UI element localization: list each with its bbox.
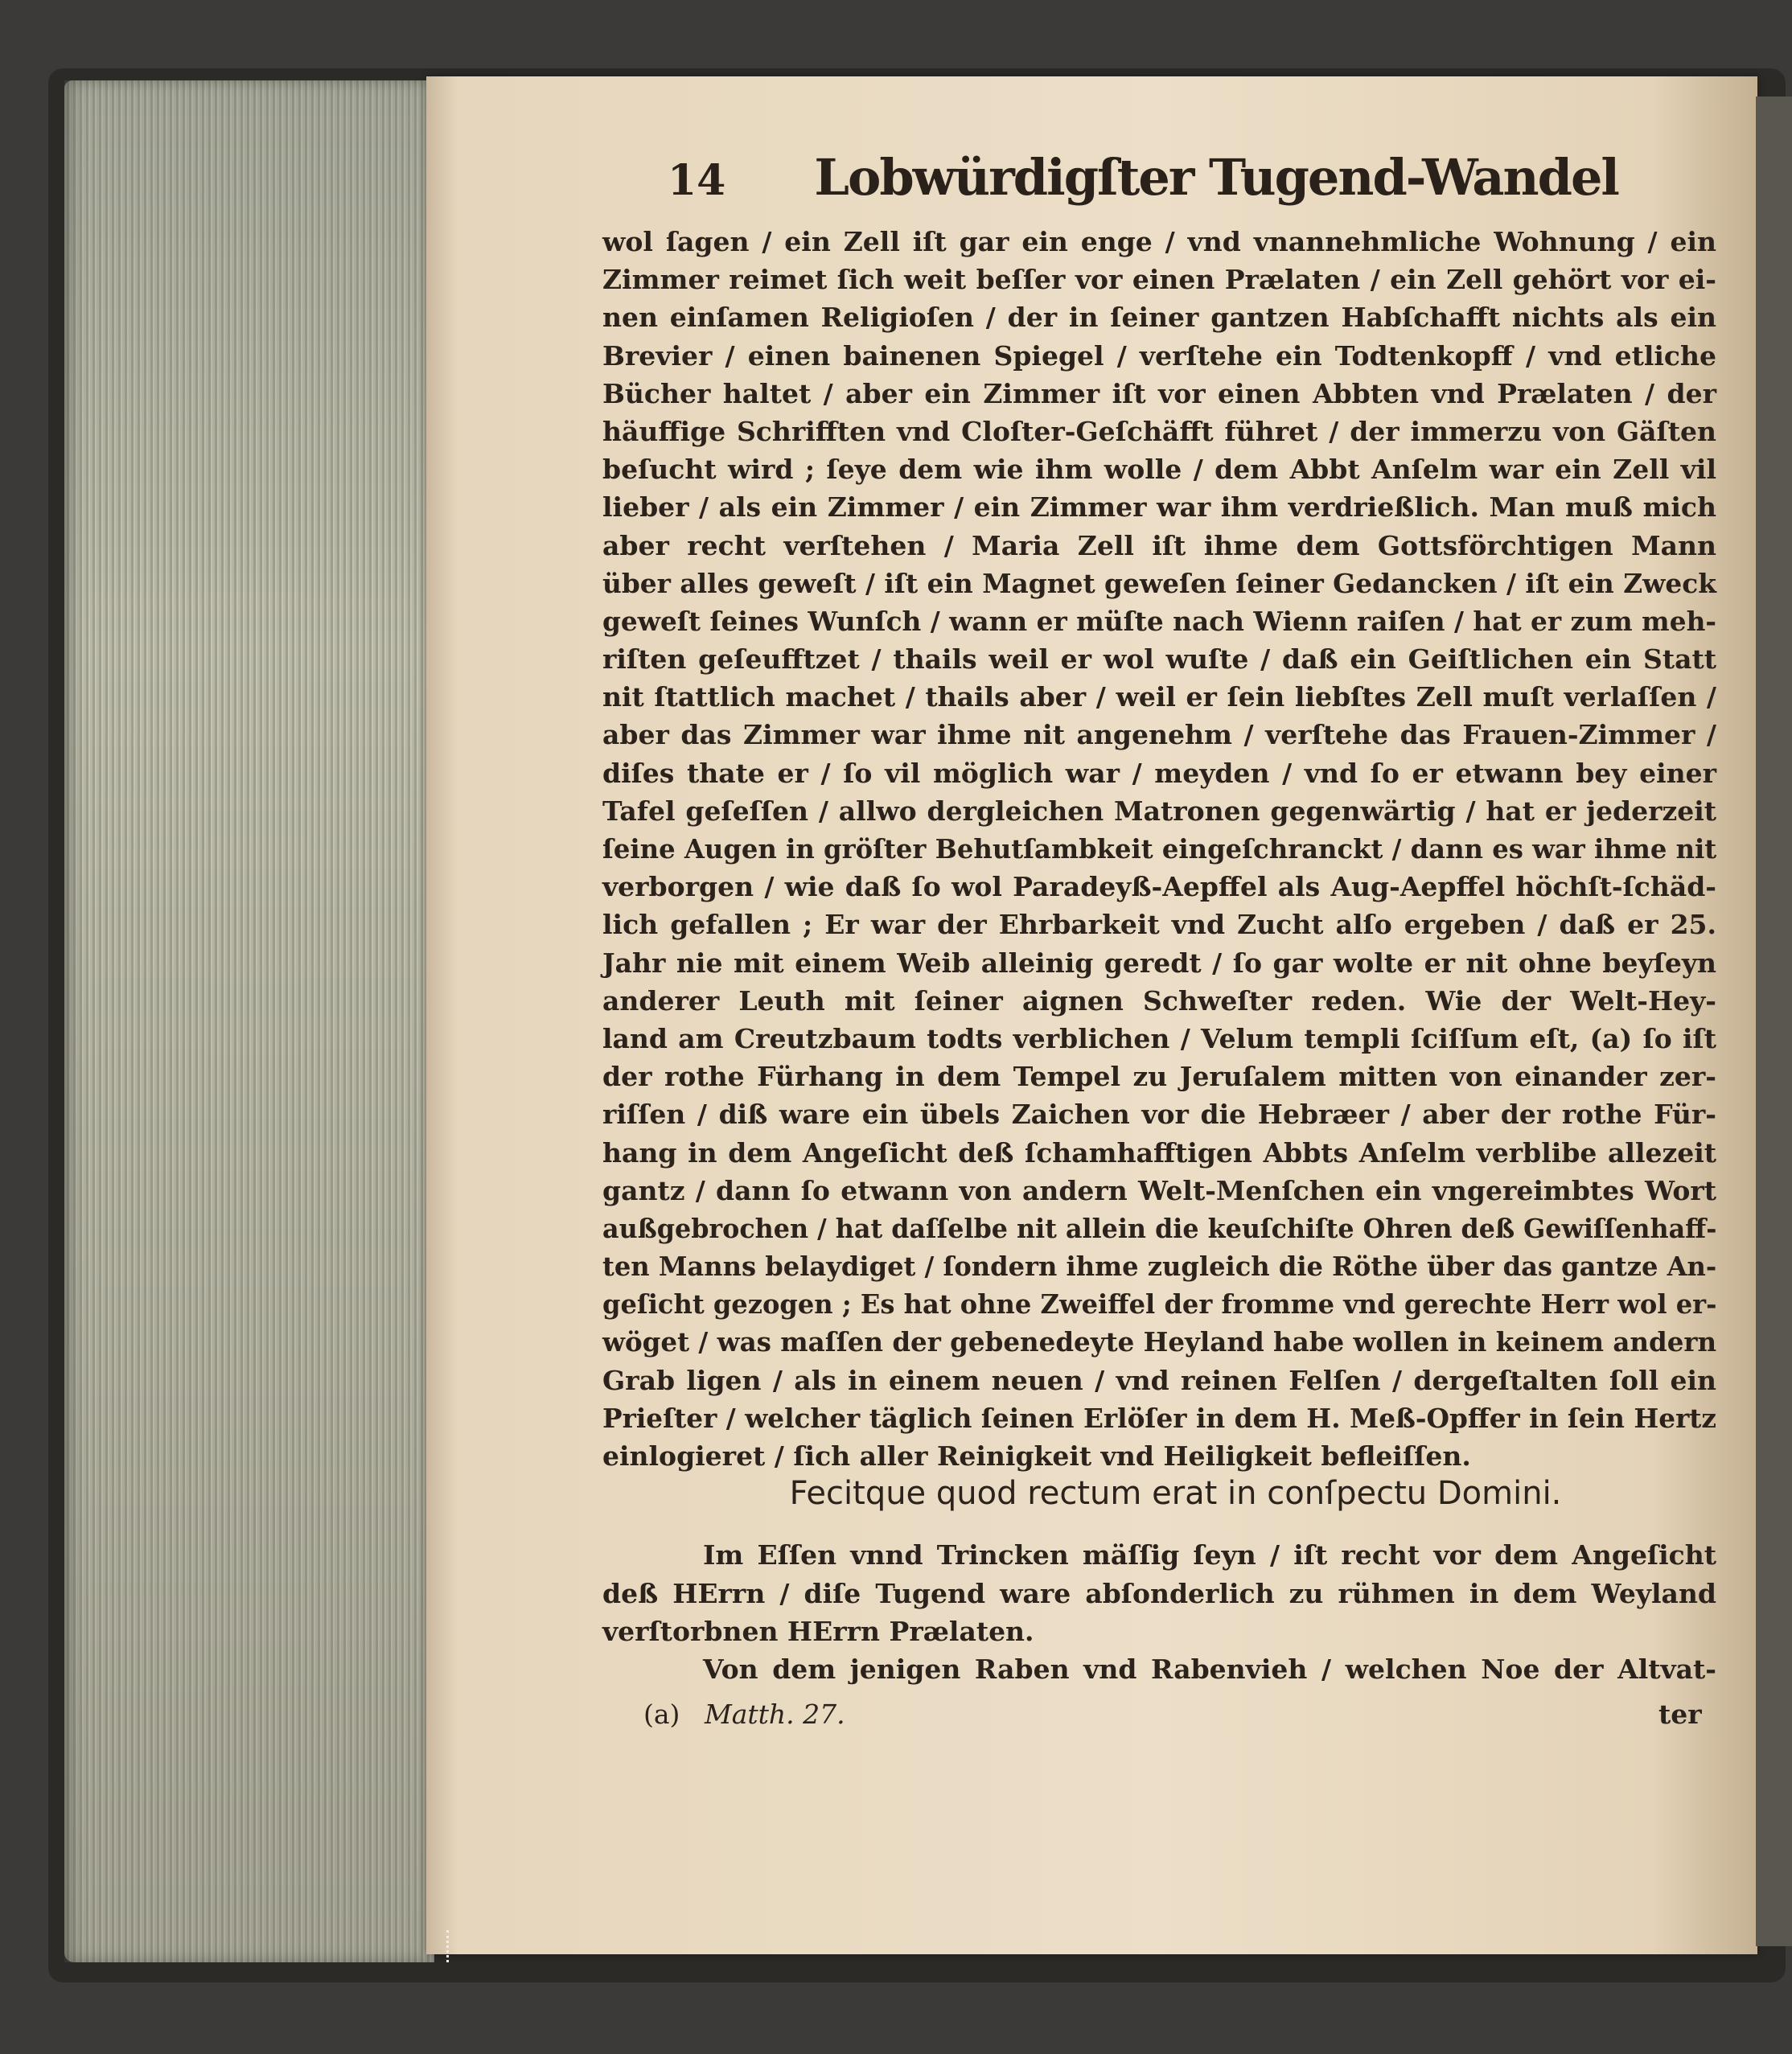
running-head [668, 148, 1618, 207]
text-line: ten Manns belaydiget / ſondern ihme zugleich die Röthe über das gantze An- [602, 1251, 1717, 1283]
text-line: geſicht gezogen ; Es hat ohne Zweiffel der fromme vnd gerechte Herr wol er- [602, 1288, 1717, 1321]
footnote-reference: Matth. 27. [704, 1699, 845, 1730]
text-line: häuffige Schrifften vnd Cloſter-Geſchäfft führet / der immerzu von Gäſten [602, 415, 1716, 447]
text-line: Zimmer reimet ſich weit beſſer vor einen Prælaten / ein Zell gehört vor ei- [602, 264, 1716, 296]
text-line: beſucht wird ; ſeye dem wie ihm wolle / dem Abbt Anſelm war ein Zell vil [602, 454, 1716, 486]
text-line: wol ſagen / ein Zell iſt gar ein enge / vnd vnannehmliche Wohnung / ein [602, 226, 1716, 257]
footnote-mark: (a) [643, 1699, 680, 1730]
running-title: Lobwürdigſter Tugend-Wandel [814, 148, 1618, 207]
text-line: anderer Leuth mit ſeiner aignen Schweſter reden. Wie der Welt-Hey- [602, 984, 1716, 1017]
text-line: nen einſamen Religioſen / der in ſeiner gantzen Habſchafft nichts als ein [602, 302, 1716, 334]
text-line: aber das Zimmer war ihme nit angenehm / verſtehe das Frauen-Zimmer / [602, 719, 1716, 751]
text-line: verſtorbnen HErrn Prælaten. [602, 1615, 1034, 1647]
text-line: verborgen / wie daß ſo wol Paradeyß-Aepffel als Aug-Aepffel höchſt-ſchäd- [602, 871, 1716, 903]
body-text [602, 223, 1716, 1688]
catchword: ter [1658, 1699, 1702, 1730]
text-line: diſes thate er / ſo vil möglich war / meyden / vnd ſo er etwann bey einer [602, 757, 1716, 789]
text-line: hang in dem Angeſicht deß ſchamhafftigen Abbts Anſelm verblibe allezeit [602, 1136, 1716, 1169]
text-line: Brevier / einen bainenen Spiegel / verſtehe ein Todtenkopff / vnd etliche [602, 339, 1716, 372]
text-line: nit ſtattlich machet / thails aber / weil er ſein liebſtes Zell muſt verlaſſen / [602, 681, 1716, 713]
text-line: der rothe Fürhang in dem Tempel zu Jeruſalem mitten von einander zer- [602, 1061, 1716, 1093]
text-line: riſten geſeufftzet / thails weil er wol wuſte / daß ein Geiſtlichen ein Statt [602, 643, 1716, 676]
text-line: gantz / dann ſo etwann von andern Welt-Menſchen ein vngereimbtes Wort [602, 1174, 1716, 1206]
text-line: Jahr nie mit einem Weib alleinig geredt / ſo gar wolte er nit ohne beyſeyn [602, 947, 1716, 979]
text-line: Grab ligen / als in einem neuen / vnd reinen Felſen / dergeſtalten ſoll ein [602, 1364, 1716, 1396]
text-line: Von dem jenigen Raben vnd Rabenvieh / welchen Noe der Altvat- [703, 1653, 1716, 1685]
page-number: 14 [668, 156, 726, 205]
text-line: lich gefallen ; Er war der Ehrbarkeit vnd Zucht alſo ergeben / daß er 25. [602, 909, 1716, 941]
footnote [643, 1699, 845, 1731]
gutter-edge [1756, 97, 1792, 1946]
latin-motto: Fecitque quod rectum erat in conſpectu Domini. [789, 1475, 1562, 1513]
text-line: Prieſter / welcher täglich ſeinen Erlöſer in dem H. Meß-Opffer in ſein Hertz [602, 1402, 1716, 1434]
text-line: ſeine Augen in gröſter Behutſambkeit eingeſchranckt / dann es war ihme nit [602, 833, 1717, 865]
text-line: lieber / als ein Zimmer / ein Zimmer war ihm verdrießlich. Man muß mich [602, 491, 1716, 524]
text-line: Bücher haltet / aber ein Zimmer iſt vor einen Abbten vnd Prælaten / der [602, 377, 1716, 409]
loose-thread [446, 1930, 463, 1962]
text-line: deß HErrn / diſe Tugend ware abſonderlich zu rühmen in dem Weyland [602, 1577, 1716, 1609]
text-line: außgebrochen / hat daſſelbe nit allein die keuſchiſte Ohren deß Gewiſſenhaff- [602, 1212, 1717, 1244]
text-line: über alles geweſt / iſt ein Magnet geweſen ſeiner Gedancken / iſt ein Zweck [602, 567, 1716, 599]
text-line: aber recht verſtehen / Maria Zell iſt ihme dem Gottsförchtigen Mann [602, 529, 1716, 561]
text-line: Im Eſſen vnnd Trincken mäſſig ſeyn / iſt recht vor dem Angeſicht [703, 1539, 1716, 1571]
text-line: riſſen / diß ware ein übels Zaichen vor die Hebræer / aber der rothe Für- [602, 1099, 1716, 1131]
text-line: geweſt ſeines Wunſch / wann er müſte nach Wienn raiſen / hat er zum meh- [602, 605, 1716, 637]
page-fore-edge [64, 80, 434, 1962]
text-line: wöget / was maſſen der gebenedeyte Heyland habe wollen in keinem andern [602, 1326, 1717, 1358]
text-line: einlogieret / ſich aller Reinigkeit vnd Heiligkeit befleiſſen. [602, 1440, 1471, 1472]
text-line: Tafel geſeſſen / allwo dergleichen Matronen gegenwärtig / hat er jederzeit [602, 795, 1716, 827]
text-line: land am Creutzbaum todts verblichen / Velum templi ſciſſum eſt, (a) ſo iſt [602, 1022, 1716, 1054]
